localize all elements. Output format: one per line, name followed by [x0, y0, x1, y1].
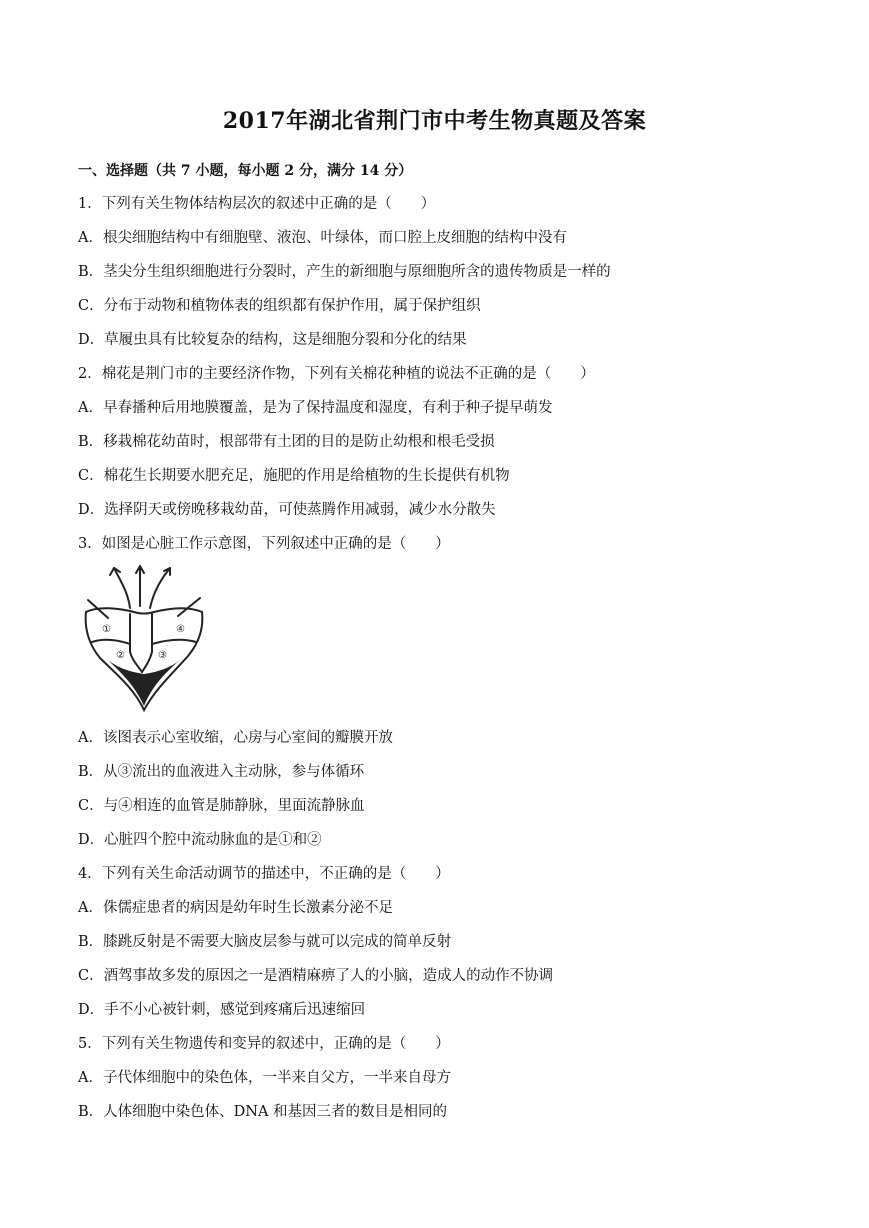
question-1-option-c: C．分布于动物和植物体表的组织都有保护作用，属于保护组织 [78, 298, 481, 314]
chamber-label-2: ② [116, 650, 125, 661]
section-heading: 一、选择题（共 7 小题，每小题 2 分，满分 14 分） [78, 163, 413, 179]
question-5-option-b: B．人体细胞中染色体、DNA 和基因三者的数目是相同的 [78, 1104, 448, 1120]
question-1-option-d: D．草履虫具有比较复杂的结构，这是细胞分裂和分化的结果 [78, 332, 467, 348]
question-2-option-a: A．早春播种后用地膜覆盖，是为了保持温度和湿度，有利于种子提早萌发 [78, 400, 553, 416]
question-4-option-a: A．侏儒症患者的病因是幼年时生长激素分泌不足 [78, 900, 393, 916]
question-2: 2．棉花是荆门市的主要经济作物，下列有关棉花种植的说法不正确的是（ ） [78, 366, 595, 382]
question-4-option-c: C．酒驾事故多发的原因之一是酒精麻痹了人的小脑，造成人的动作不协调 [78, 968, 554, 984]
question-4-option-d: D．手不小心被针刺，感觉到疼痛后迅速缩回 [78, 1002, 366, 1018]
question-2-option-c: C．棉花生长期要水肥充足，施肥的作用是给植物的生长提供有机物 [78, 468, 510, 484]
document-title: 2017年湖北省荆门市中考生物真题及答案 [222, 108, 647, 134]
question-5: 5．下列有关生物遗传和变异的叙述中，正确的是（ ） [78, 1036, 450, 1052]
question-4: 4．下列有关生命活动调节的描述中，不正确的是（ ） [78, 866, 450, 882]
question-3-option-b: B．从③流出的血液进入主动脉，参与体循环 [78, 764, 365, 780]
question-3-option-d: D．心脏四个腔中流动脉血的是①和② [78, 832, 322, 848]
question-2-option-b: B．移栽棉花幼苗时，根部带有土团的目的是防止幼根和根毛受损 [78, 434, 495, 450]
chamber-label-1: ① [102, 624, 111, 635]
ventricle-wall-shape [108, 660, 180, 706]
question-1-option-b: B．茎尖分生组织细胞进行分裂时，产生的新细胞与原细胞所含的遗传物质是一样的 [78, 264, 611, 280]
question-3-option-a: A．该图表示心室收缩，心房与心室间的瓣膜开放 [78, 730, 393, 746]
question-1: 1．下列有关生物体结构层次的叙述中正确的是（ ） [78, 196, 436, 212]
chamber-label-4: ④ [176, 624, 185, 635]
question-5-option-a: A．子代体细胞中的染色体，一半来自父方，一半来自母方 [78, 1070, 451, 1086]
question-3: 3．如图是心脏工作示意图，下列叙述中正确的是（ ） [78, 536, 450, 552]
chamber-label-3: ③ [158, 650, 167, 661]
question-1-option-a: A．根尖细胞结构中有细胞壁、液泡、叶绿体，而口腔上皮细胞的结构中没有 [78, 230, 567, 246]
heart-diagram [78, 560, 208, 712]
question-3-option-c: C．与④相连的血管是肺静脉，里面流静脉血 [78, 798, 365, 814]
question-4-option-b: B．膝跳反射是不需要大脑皮层参与就可以完成的简单反射 [78, 934, 452, 950]
question-2-option-d: D．选择阴天或傍晚移栽幼苗，可使蒸腾作用减弱，减少水分散失 [78, 502, 496, 518]
